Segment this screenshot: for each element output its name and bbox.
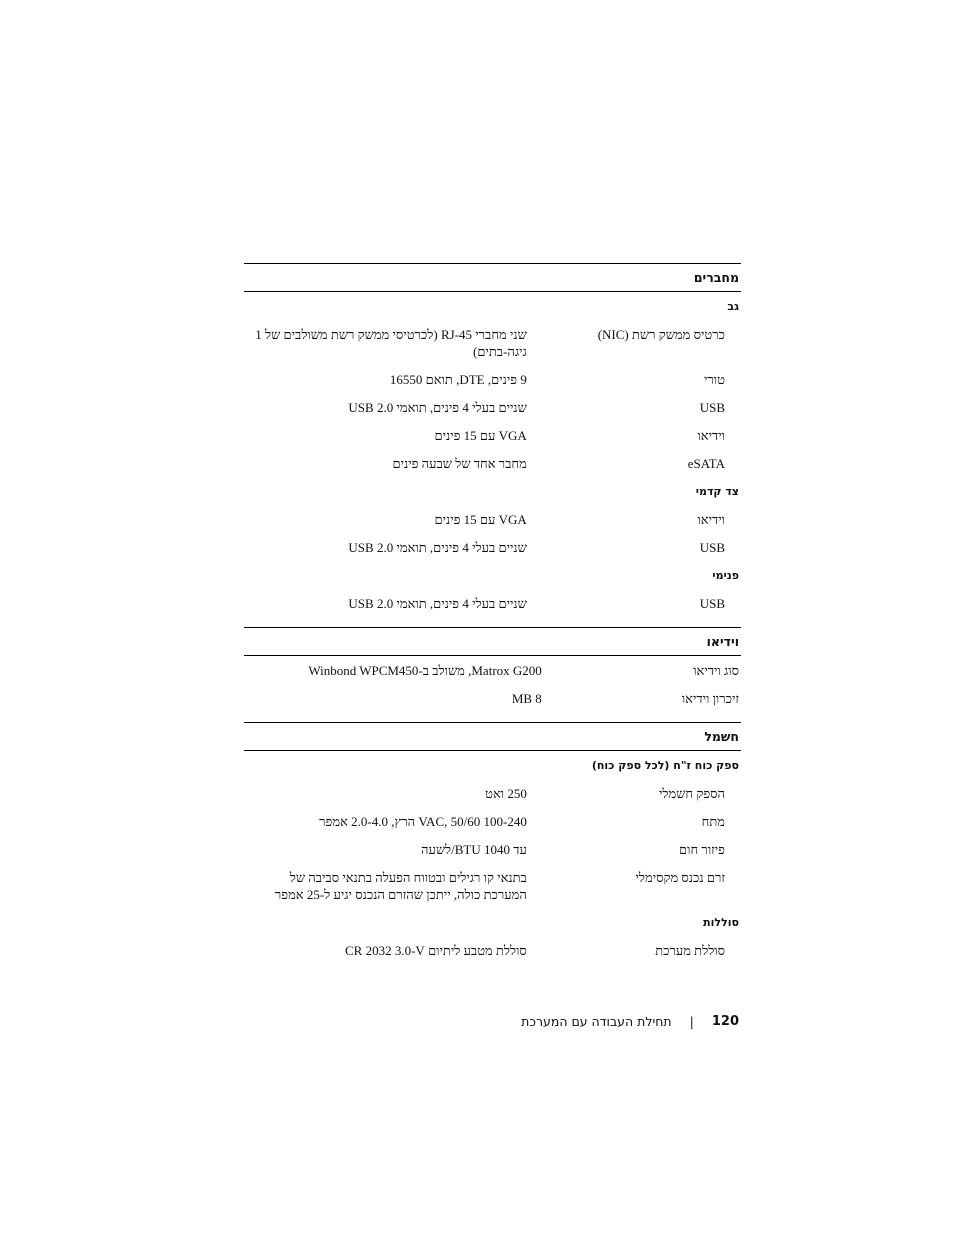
row-label: סוג וידיאו bbox=[693, 663, 739, 678]
row-value: VGA עם 15 פינים bbox=[434, 428, 527, 443]
group-title: ספק כוח ז"ח (לכל ספק כוח) bbox=[591, 758, 739, 772]
row-value: סוללת מטבע ליתיום CR 2032 3.0-V bbox=[345, 943, 527, 958]
section-power bbox=[244, 722, 741, 964]
row-value: מחבר אחד של שבעה פינים bbox=[392, 456, 527, 471]
row-value: 8 MB bbox=[511, 691, 542, 706]
section-title: וידיאו bbox=[244, 627, 741, 656]
table-row bbox=[244, 365, 741, 393]
row-value: עד 1040 BTU/לשעה bbox=[420, 842, 527, 857]
footer-title: תחילת העבודה עם המערכת bbox=[521, 1014, 672, 1029]
row-label: זיכרון וידיאו bbox=[681, 691, 739, 706]
row-value: שניים בעלי 4 פינים, תואמי USB 2.0 bbox=[348, 400, 527, 415]
row-value: VGA עם 15 פינים bbox=[434, 512, 527, 527]
row-label: פיזור חום bbox=[679, 842, 725, 857]
section-connectors bbox=[244, 263, 741, 617]
row-label: USB bbox=[699, 540, 725, 555]
table-row bbox=[244, 449, 741, 477]
row-value: שניים בעלי 4 פינים, תואמי USB 2.0 bbox=[348, 540, 527, 555]
row-label: כרטיס ממשק רשת (NIC) bbox=[597, 327, 725, 342]
row-value: 100-240 VAC, 50/60 הרץ, 2.0-4.0 אמפר bbox=[319, 814, 527, 829]
footer-separator: | bbox=[689, 1014, 694, 1029]
row-label: eSATA bbox=[687, 456, 725, 471]
group-title: פנימי bbox=[712, 568, 739, 582]
table-row bbox=[244, 505, 741, 533]
group-title: גב bbox=[727, 299, 739, 313]
section-video bbox=[244, 627, 741, 712]
table-row bbox=[244, 807, 741, 835]
section-title: חשמל bbox=[244, 722, 741, 751]
row-label: וידיאו bbox=[697, 512, 725, 527]
group-title: צד קדמי bbox=[695, 484, 739, 498]
row-label: USB bbox=[699, 596, 725, 611]
table-row bbox=[244, 320, 741, 365]
table-row bbox=[244, 684, 741, 712]
table-row bbox=[244, 533, 741, 561]
row-value: שני מחברי RJ-45 (לכרטיסי ממשק רשת משולבים של 1 גיגה-בתים) bbox=[255, 327, 527, 359]
row-value: 9 פינים, DTE, תואם 16550 bbox=[389, 372, 527, 387]
page-number: 120 bbox=[711, 1014, 739, 1029]
table-row bbox=[244, 393, 741, 421]
row-value: שניים בעלי 4 פינים, תואמי USB 2.0 bbox=[348, 596, 527, 611]
row-value: 250 ואט bbox=[485, 786, 527, 801]
page-footer bbox=[244, 1014, 741, 1029]
table-row bbox=[244, 589, 741, 617]
row-label: וידיאו bbox=[697, 428, 725, 443]
group-title: סוללות bbox=[703, 915, 739, 929]
row-value: Matrox G200, משולב ב-Winbond WPCM450 bbox=[308, 663, 542, 678]
table-row bbox=[244, 779, 741, 807]
section-title: מחברים bbox=[244, 263, 741, 292]
table-row bbox=[244, 835, 741, 863]
row-label: מתח bbox=[701, 814, 725, 829]
row-label: סוללת מערכת bbox=[655, 943, 725, 958]
table-row bbox=[244, 936, 741, 964]
row-label: USB bbox=[699, 400, 725, 415]
spec-table bbox=[244, 263, 741, 974]
row-value: בתנאי קו רגילים ובטווח הפעלה בתנאי סביבה של המערכת כולה, ייתכן שהזרם הנכנס יגיע ל-25 אמפר bbox=[274, 870, 527, 902]
row-label: זרם נכנס מקסימלי bbox=[635, 870, 725, 885]
row-label: טורי bbox=[704, 372, 725, 387]
table-row bbox=[244, 421, 741, 449]
table-row bbox=[244, 863, 741, 908]
row-label: הספק חשמלי bbox=[659, 786, 725, 801]
table-row bbox=[244, 656, 741, 684]
